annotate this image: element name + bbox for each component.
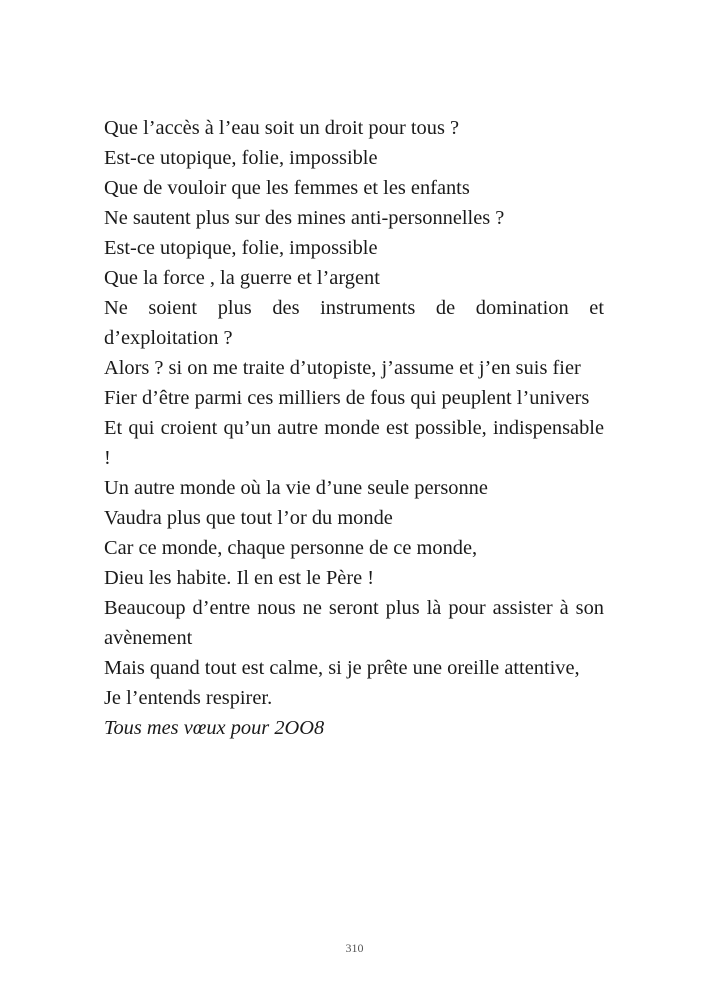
page-number: 310: [345, 941, 364, 955]
poem-line: Ne sautent plus sur des mines anti-personnelles ?: [104, 207, 505, 229]
poem-line: Que l’accès à l’eau soit un droit pour tous ?: [104, 117, 460, 139]
poem-line: Et qui croient qu’un autre monde est possible, indispensable !: [104, 417, 604, 469]
poem-line: Est-ce utopique, folie, impossible: [104, 147, 378, 169]
poem-line: Vaudra plus que tout l’or du monde: [104, 507, 393, 529]
poem-line: Ne soient plus des instruments de domination et d’exploitation ?: [104, 297, 604, 349]
poem-line: Dieu les habite. Il en est le Père !: [104, 567, 375, 589]
poem-line: Car ce monde, chaque personne de ce monde,: [104, 537, 478, 559]
poem-line: Mais quand tout est calme, si je prête une oreille attentive,: [104, 657, 580, 679]
poem-line: Que la force , la guerre et l’argent: [104, 267, 380, 289]
poem-line: Que de vouloir que les femmes et les enfants: [104, 177, 470, 199]
poem-text: [104, 113, 604, 743]
closing-wishes: Tous mes vœux pour 2OO8: [104, 717, 325, 739]
poem-line: Alors ? si on me traite d’utopiste, j’assume et j’en suis fier: [104, 357, 581, 379]
poem-line: Je l’entends respirer.: [104, 687, 273, 709]
poem-line: Un autre monde où la vie d’une seule personne: [104, 477, 488, 499]
poem-line: Est-ce utopique, folie, impossible: [104, 237, 378, 259]
poem-line: Beaucoup d’entre nous ne seront plus là pour assister à son avènement: [104, 597, 604, 649]
poem-line: Fier d’être parmi ces milliers de fous qui peuplent l’univers: [104, 387, 590, 409]
